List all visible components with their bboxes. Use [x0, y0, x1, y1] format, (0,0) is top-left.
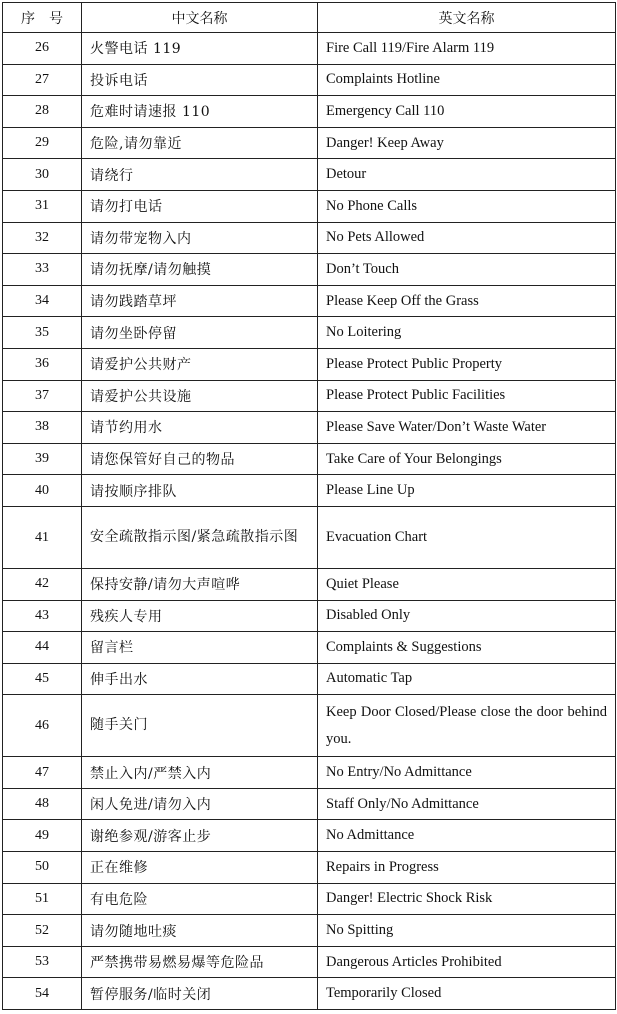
- row-number: 33: [3, 254, 82, 286]
- row-chinese-name: 保持安静/请勿大声喧哗: [82, 568, 318, 600]
- row-english-name: Evacuation Chart: [318, 506, 616, 568]
- row-english-name: No Entry/No Admittance: [318, 757, 616, 789]
- row-english-name: No Phone Calls: [318, 190, 616, 222]
- row-number: 54: [3, 978, 82, 1010]
- row-chinese-name: 谢绝参观/游客止步: [82, 820, 318, 852]
- row-english-name: Repairs in Progress: [318, 852, 616, 884]
- table-row: [3, 600, 616, 632]
- row-english-name: Dangerous Articles Prohibited: [318, 946, 616, 978]
- table-row: [3, 285, 616, 317]
- row-english-name: Please Line Up: [318, 475, 616, 507]
- table-row: [3, 632, 616, 664]
- row-english-name: Fire Call 119/Fire Alarm 119: [318, 33, 616, 65]
- row-chinese-name: 正在维修: [82, 852, 318, 884]
- table-row: [3, 568, 616, 600]
- row-english-name: Take Care of Your Belongings: [318, 443, 616, 475]
- row-number: 26: [3, 33, 82, 65]
- table-row: [3, 127, 616, 159]
- row-number: 37: [3, 380, 82, 412]
- row-number: 28: [3, 96, 82, 128]
- row-number: 50: [3, 852, 82, 884]
- row-english-name: Please Save Water/Don’t Waste Water: [318, 412, 616, 444]
- row-number: 43: [3, 600, 82, 632]
- row-number: 27: [3, 64, 82, 96]
- row-chinese-name: 伸手出水: [82, 663, 318, 695]
- table-row: [3, 820, 616, 852]
- header-chinese-name: 中文名称: [82, 3, 318, 33]
- table-row: [3, 222, 616, 254]
- row-chinese-name: 请勿打电话: [82, 190, 318, 222]
- sign-translation-table: [2, 2, 616, 1010]
- table-row: [3, 348, 616, 380]
- table-row: [3, 978, 616, 1010]
- row-number: 29: [3, 127, 82, 159]
- table-row: [3, 380, 616, 412]
- row-number: 40: [3, 475, 82, 507]
- row-chinese-name: 请节约用水: [82, 412, 318, 444]
- table-row: [3, 915, 616, 947]
- row-chinese-name: 危险,请勿靠近: [82, 127, 318, 159]
- table-row: [3, 33, 616, 65]
- row-number: 47: [3, 757, 82, 789]
- row-english-name: Danger! Keep Away: [318, 127, 616, 159]
- row-english-name: No Loitering: [318, 317, 616, 349]
- row-chinese-name: 暂停服务/临时关闭: [82, 978, 318, 1010]
- table-row: [3, 695, 616, 757]
- row-english-name: Quiet Please: [318, 568, 616, 600]
- row-chinese-name: 请您保管好自己的物品: [82, 443, 318, 475]
- row-number: 39: [3, 443, 82, 475]
- table-row: [3, 475, 616, 507]
- row-chinese-name: 请勿带宠物入内: [82, 222, 318, 254]
- row-number: 48: [3, 788, 82, 820]
- row-chinese-name: 请爱护公共设施: [82, 380, 318, 412]
- row-chinese-name: 火警电话 119: [82, 33, 318, 65]
- row-number: 41: [3, 506, 82, 568]
- table-row: [3, 64, 616, 96]
- row-number: 53: [3, 946, 82, 978]
- row-chinese-name: 请勿践踏草坪: [82, 285, 318, 317]
- row-english-name: Please Protect Public Property: [318, 348, 616, 380]
- row-chinese-name: 安全疏散指示图/紧急疏散指示图: [82, 506, 318, 568]
- row-english-name: Please Protect Public Facilities: [318, 380, 616, 412]
- table-row: [3, 412, 616, 444]
- row-chinese-name: 禁止入内/严禁入内: [82, 757, 318, 789]
- row-english-name: Emergency Call 110: [318, 96, 616, 128]
- row-chinese-name: 请勿随地吐痰: [82, 915, 318, 947]
- row-number: 52: [3, 915, 82, 947]
- row-english-name: Temporarily Closed: [318, 978, 616, 1010]
- row-number: 46: [3, 695, 82, 757]
- row-english-name: Please Keep Off the Grass: [318, 285, 616, 317]
- table-row: [3, 852, 616, 884]
- row-english-name: No Admittance: [318, 820, 616, 852]
- table-row: [3, 190, 616, 222]
- row-english-name: Detour: [318, 159, 616, 191]
- row-chinese-name: 投诉电话: [82, 64, 318, 96]
- row-number: 49: [3, 820, 82, 852]
- row-number: 44: [3, 632, 82, 664]
- row-english-name: Complaints Hotline: [318, 64, 616, 96]
- table-row: [3, 159, 616, 191]
- row-english-name: Keep Door Closed/Please close the door behind you.: [318, 695, 616, 757]
- row-chinese-name: 有电危险: [82, 883, 318, 915]
- row-chinese-name: 请勿抚摩/请勿触摸: [82, 254, 318, 286]
- header-row: [3, 3, 616, 33]
- row-chinese-name: 请绕行: [82, 159, 318, 191]
- table-row: [3, 663, 616, 695]
- row-chinese-name: 请爱护公共财产: [82, 348, 318, 380]
- row-number: 36: [3, 348, 82, 380]
- header-number: 序 号: [3, 3, 82, 33]
- table-row: [3, 317, 616, 349]
- row-chinese-name: 留言栏: [82, 632, 318, 664]
- row-number: 35: [3, 317, 82, 349]
- row-chinese-name: 危难时请速报 110: [82, 96, 318, 128]
- table-row: [3, 254, 616, 286]
- row-english-name: Danger! Electric Shock Risk: [318, 883, 616, 915]
- row-english-name: Automatic Tap: [318, 663, 616, 695]
- row-english-name: No Pets Allowed: [318, 222, 616, 254]
- table-row: [3, 946, 616, 978]
- row-number: 45: [3, 663, 82, 695]
- row-number: 51: [3, 883, 82, 915]
- row-chinese-name: 随手关门: [82, 695, 318, 757]
- row-english-name: Disabled Only: [318, 600, 616, 632]
- header-english-name: 英文名称: [318, 3, 616, 33]
- table-row: [3, 506, 616, 568]
- row-number: 34: [3, 285, 82, 317]
- row-chinese-name: 残疾人专用: [82, 600, 318, 632]
- table-row: [3, 443, 616, 475]
- table-row: [3, 883, 616, 915]
- row-chinese-name: 严禁携带易燃易爆等危险品: [82, 946, 318, 978]
- row-chinese-name: 请按顺序排队: [82, 475, 318, 507]
- table-row: [3, 788, 616, 820]
- row-english-name: No Spitting: [318, 915, 616, 947]
- row-number: 31: [3, 190, 82, 222]
- row-english-name: Complaints & Suggestions: [318, 632, 616, 664]
- row-number: 42: [3, 568, 82, 600]
- table-row: [3, 757, 616, 789]
- row-english-name: Don’t Touch: [318, 254, 616, 286]
- row-chinese-name: 请勿坐卧停留: [82, 317, 318, 349]
- row-english-name: Staff Only/No Admittance: [318, 788, 616, 820]
- row-number: 30: [3, 159, 82, 191]
- table-body: [3, 33, 616, 1010]
- table-row: [3, 96, 616, 128]
- row-chinese-name: 闲人免进/请勿入内: [82, 788, 318, 820]
- row-number: 38: [3, 412, 82, 444]
- row-number: 32: [3, 222, 82, 254]
